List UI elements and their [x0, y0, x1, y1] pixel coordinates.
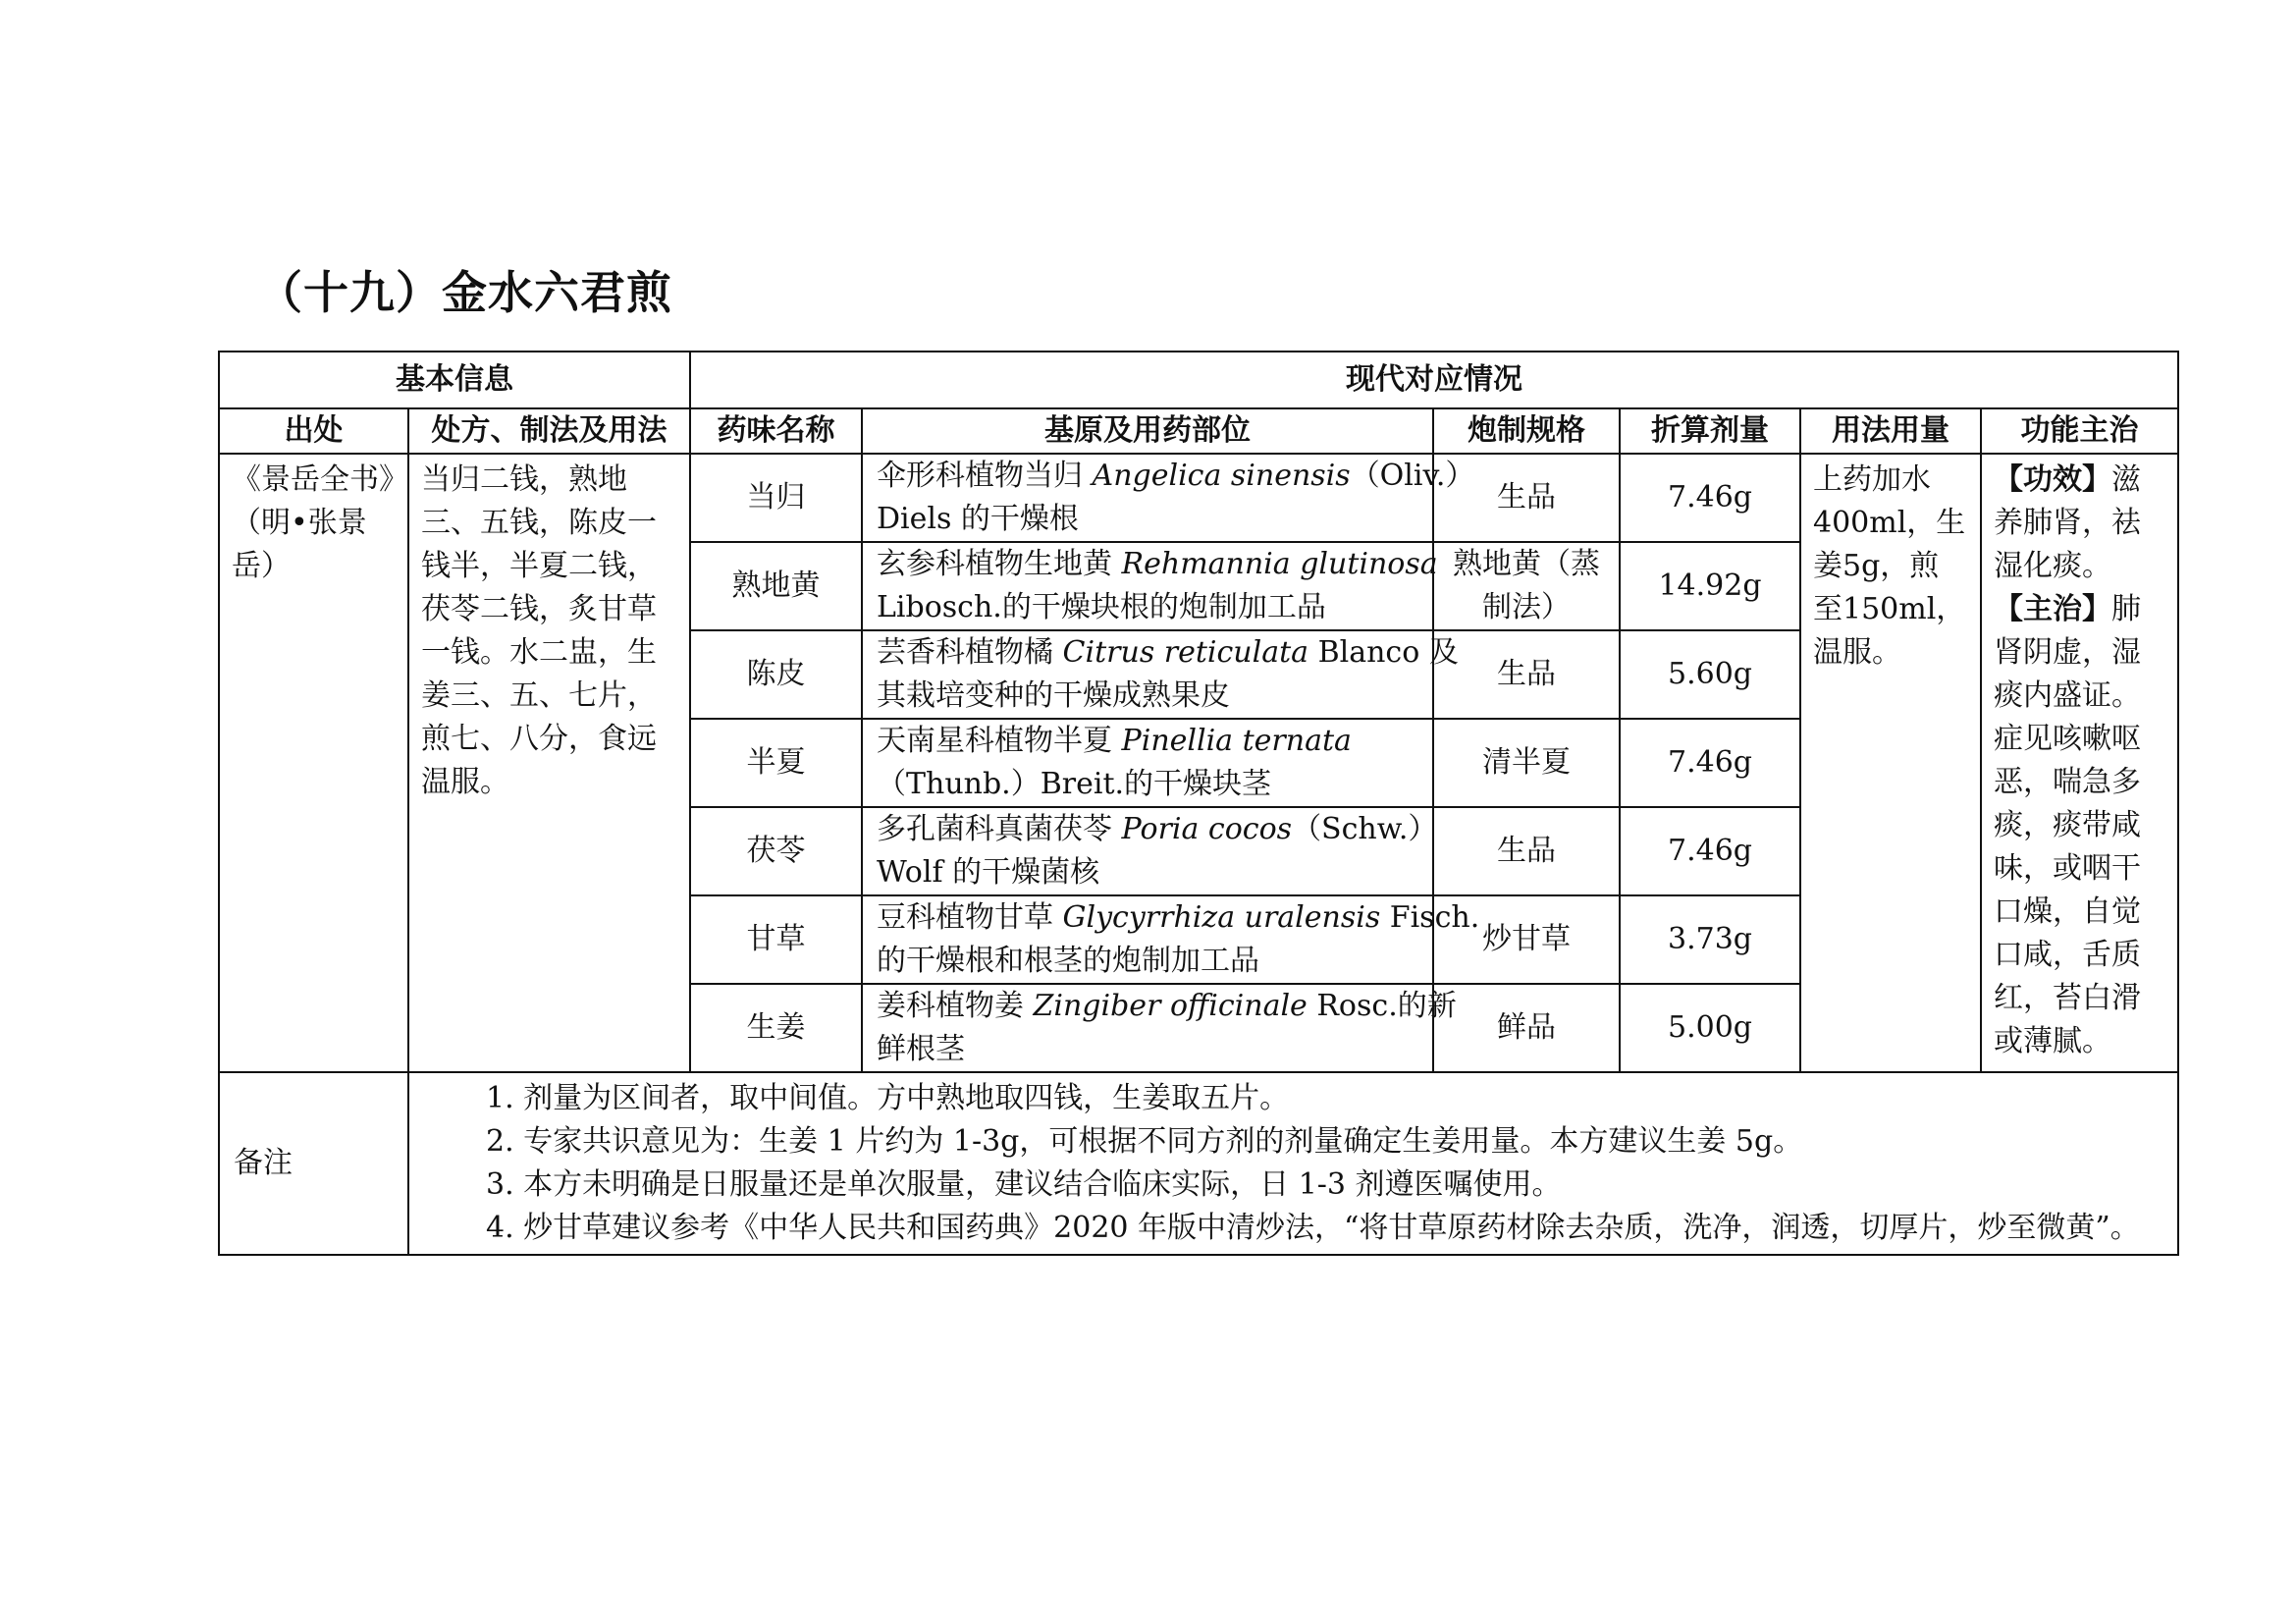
header-basic-info: 基本信息	[219, 352, 690, 408]
note-item: 4. 炒甘草建议参考《中华人民共和国药典》2020 年版中清炒法，“将甘草原药材除去杂质，洗净，润透，切厚片，炒至微黄”。	[486, 1211, 2140, 1245]
herb-origin: 多孔菌科真菌茯苓 Poria cocos（Schw.） Wolf 的干燥菌核	[862, 807, 1433, 895]
header-herb-name: 药味名称	[690, 408, 862, 454]
notes-row	[219, 1072, 2178, 1255]
header-prescription: 处方、制法及用法	[408, 408, 690, 454]
herb-processing: 鲜品	[1433, 984, 1620, 1072]
herb-processing: 熟地黄（蒸制法）	[1433, 542, 1620, 630]
herb-name: 熟地黄	[690, 542, 862, 630]
header-dose: 折算剂量	[1620, 408, 1800, 454]
herb-name: 陈皮	[690, 630, 862, 719]
herb-origin: 豆科植物甘草 Glycyrrhiza uralensis Fisch. 的干燥根和根茎的炮制加工品	[862, 895, 1433, 984]
usage-cell	[1800, 454, 1981, 1072]
herb-processing: 生品	[1433, 807, 1620, 895]
notes-cell	[408, 1072, 2178, 1255]
herb-dose: 3.73g	[1620, 895, 1800, 984]
note-item: 1. 剂量为区间者，取中间值。方中熟地取四钱，生姜取五片。	[486, 1081, 1290, 1115]
herb-processing: 清半夏	[1433, 719, 1620, 807]
note-item: 2. 专家共识意见为：生姜 1 片约为 1-3g，可根据不同方剂的剂量确定生姜用量。本方建议生姜 5g。	[486, 1124, 1803, 1159]
formula-table	[218, 351, 2179, 1256]
function-cell	[1981, 454, 2178, 1072]
herb-dose: 7.46g	[1620, 807, 1800, 895]
herb-processing: 生品	[1433, 630, 1620, 719]
herb-dose: 14.92g	[1620, 542, 1800, 630]
herb-name: 生姜	[690, 984, 862, 1072]
header-source: 出处	[219, 408, 408, 454]
herb-origin: 玄参科植物生地黄 Rehmannia glutinosa Libosch.的干燥块根的炮制加工品	[862, 542, 1433, 630]
source-cell	[219, 454, 408, 1072]
source-text: 《景岳全书》（明•张景岳）	[232, 462, 394, 583]
notes-list	[409, 1073, 2177, 1254]
herb-origin: 伞形科植物当归 Angelica sinensis（Oliv.） Diels 的干燥根	[862, 454, 1433, 542]
herb-processing: 生品	[1433, 454, 1620, 542]
function-tag-indication: 【主治】	[1994, 592, 2111, 626]
header-usage: 用法用量	[1800, 408, 1981, 454]
herb-dose: 5.00g	[1620, 984, 1800, 1072]
herb-name: 半夏	[690, 719, 862, 807]
note-item: 3. 本方未明确是日服量还是单次服量，建议结合临床实际，日 1-3 剂遵医嘱使用。	[486, 1167, 1562, 1202]
page-title: （十九）金水六君煎	[257, 266, 672, 319]
function-indication-text: 肺肾阴虚，湿痰内盛证。症见咳嗽呕恶，喘急多痰，痰带咸味，或咽干口燥，自觉口咸，舌质红，苔白滑或薄腻。	[1994, 592, 2141, 1058]
header-origin-part: 基原及用药部位	[862, 408, 1433, 454]
herb-origin: 天南星科植物半夏 Pinellia ternata （Thunb.）Breit.的干燥块茎	[862, 719, 1433, 807]
herb-name: 甘草	[690, 895, 862, 984]
header-function: 功能主治	[1981, 408, 2178, 454]
table-row	[219, 454, 2178, 542]
function-effect-text: 滋养肺肾，祛湿化痰。	[1994, 462, 2141, 583]
notes-label: 备注	[219, 1072, 408, 1255]
herb-name: 茯苓	[690, 807, 862, 895]
herb-origin: 芸香科植物橘 Citrus reticulata Blanco 及 其栽培变种的干燥成熟果皮	[862, 630, 1433, 719]
herb-dose: 5.60g	[1620, 630, 1800, 719]
herb-name: 当归	[690, 454, 862, 542]
prescription-cell	[408, 454, 690, 1072]
function-tag-effect: 【功效】	[1994, 462, 2111, 497]
header-processing: 炮制规格	[1433, 408, 1620, 454]
herb-dose: 7.46g	[1620, 719, 1800, 807]
header-modern: 现代对应情况	[690, 352, 2178, 408]
herb-origin: 姜科植物姜 Zingiber officinale Rosc.的新 鲜根茎	[862, 984, 1433, 1072]
herb-dose: 7.46g	[1620, 454, 1800, 542]
herb-processing: 炒甘草	[1433, 895, 1620, 984]
usage-text: 上药加水400ml，生姜5g，煎至150ml，温服。	[1813, 462, 1966, 670]
prescription-text: 当归二钱，熟地三、五钱，陈皮一钱半，半夏二钱，茯苓二钱，炙甘草一钱。水二盅，生姜三、五、七片，煎七、八分，食远温服。	[421, 462, 657, 799]
